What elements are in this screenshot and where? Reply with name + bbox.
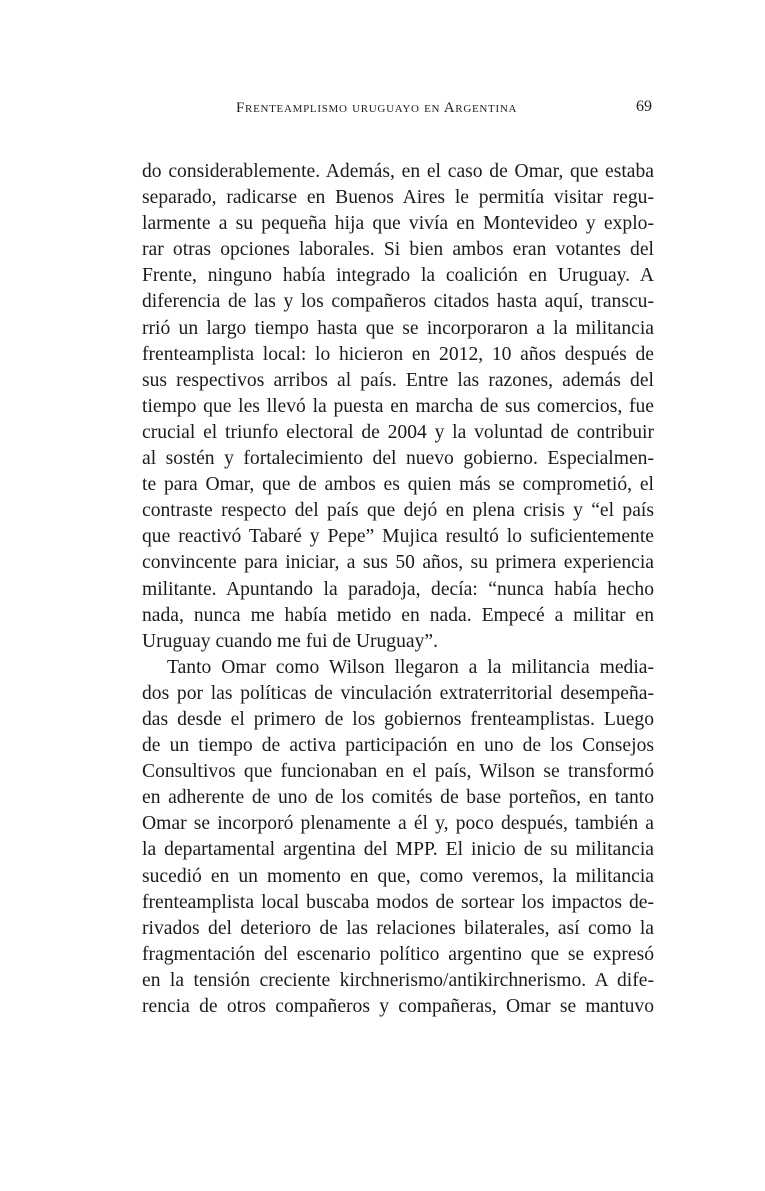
text-line: separado, radicarse en Buenos Aires le permitía visitar regu- bbox=[142, 187, 654, 209]
text-line: Consultivos que funcionaban en el país, Wilson se transformó bbox=[142, 761, 654, 783]
text-line: frenteamplista local buscaba modos de sortear los impactos de- bbox=[142, 891, 654, 913]
text-line: que reactivó Tabaré y Pepe” Mujica resultó lo suficientemente bbox=[142, 526, 654, 548]
text-line: rar otras opciones laborales. Si bien ambos eran votantes del bbox=[142, 239, 654, 261]
text-line: Omar se incorporó plenamente a él y, poco después, también a bbox=[142, 813, 654, 835]
text-line: Frente, ninguno había integrado la coalición en Uruguay. A bbox=[142, 265, 654, 287]
text-line: rivados del deterioro de las relaciones bilaterales, así como la bbox=[142, 917, 654, 939]
text-line: frenteamplista local: lo hicieron en 2012, 10 años después de bbox=[142, 343, 654, 365]
text-line: en la tensión creciente kirchnerismo/antikirchnerismo. A dife- bbox=[142, 969, 654, 991]
text-line: la departamental argentina del MPP. El inicio de su militancia bbox=[142, 839, 654, 861]
text-line: nada, nunca me había metido en nada. Empecé a militar en bbox=[142, 604, 654, 626]
text-line: en adherente de uno de los comités de base porteños, en tanto bbox=[142, 787, 654, 809]
text-line: diferencia de las y los compañeros citados hasta aquí, transcu- bbox=[142, 291, 654, 313]
paragraph-first-line: Tanto Omar como Wilson llegaron a la militancia media- bbox=[167, 656, 654, 678]
text-line: rencia de otros compañeros y compañeras, Omar se mantuvo bbox=[142, 996, 654, 1017]
text-line: militante. Apuntando la paradoja, decía: “nunca había hecho bbox=[142, 578, 654, 600]
text-line: convincente para iniciar, a sus 50 años, su primera experiencia bbox=[142, 552, 654, 574]
text-line: fragmentación del escenario político argentino que se expresó bbox=[142, 943, 654, 965]
text-line: te para Omar, que de ambos es quien más se comprometió, el bbox=[142, 474, 654, 496]
text-line: contraste respecto del país que dejó en plena crisis y “el país bbox=[142, 500, 654, 522]
text-line: larmente a su pequeña hija que vivía en Montevideo y explo- bbox=[142, 213, 654, 235]
text-line: rrió un largo tiempo hasta que se incorporaron a la militancia bbox=[142, 317, 654, 339]
page-number: 69 bbox=[636, 98, 652, 115]
text-line: crucial el triunfo electoral de 2004 y la voluntad de contribuir bbox=[142, 421, 654, 443]
text-line: sucedió en un momento en que, como veremos, la militancia bbox=[142, 865, 654, 887]
running-header-title: Frenteamplismo uruguayo en Argentina bbox=[236, 100, 518, 116]
text-line: sus respectivos arribos al país. Entre las razones, además del bbox=[142, 369, 654, 391]
text-line: das desde el primero de los gobiernos frenteamplistas. Luego bbox=[142, 708, 654, 730]
text-line: al sostén y fortalecimiento del nuevo gobierno. Especialmen- bbox=[142, 448, 654, 470]
text-line: do considerablemente. Además, en el caso de Omar, que estaba bbox=[142, 161, 654, 182]
paragraph-last-line: Uruguay cuando me fui de Uruguay”. bbox=[142, 630, 438, 652]
body-text bbox=[142, 159, 654, 1020]
text-line: de un tiempo de activa participación en uno de los Consejos bbox=[142, 735, 654, 757]
text-line: tiempo que les llevó la puesta en marcha de sus comercios, fue bbox=[142, 395, 654, 417]
text-line: dos por las políticas de vinculación extraterritorial desempeña- bbox=[142, 682, 654, 704]
